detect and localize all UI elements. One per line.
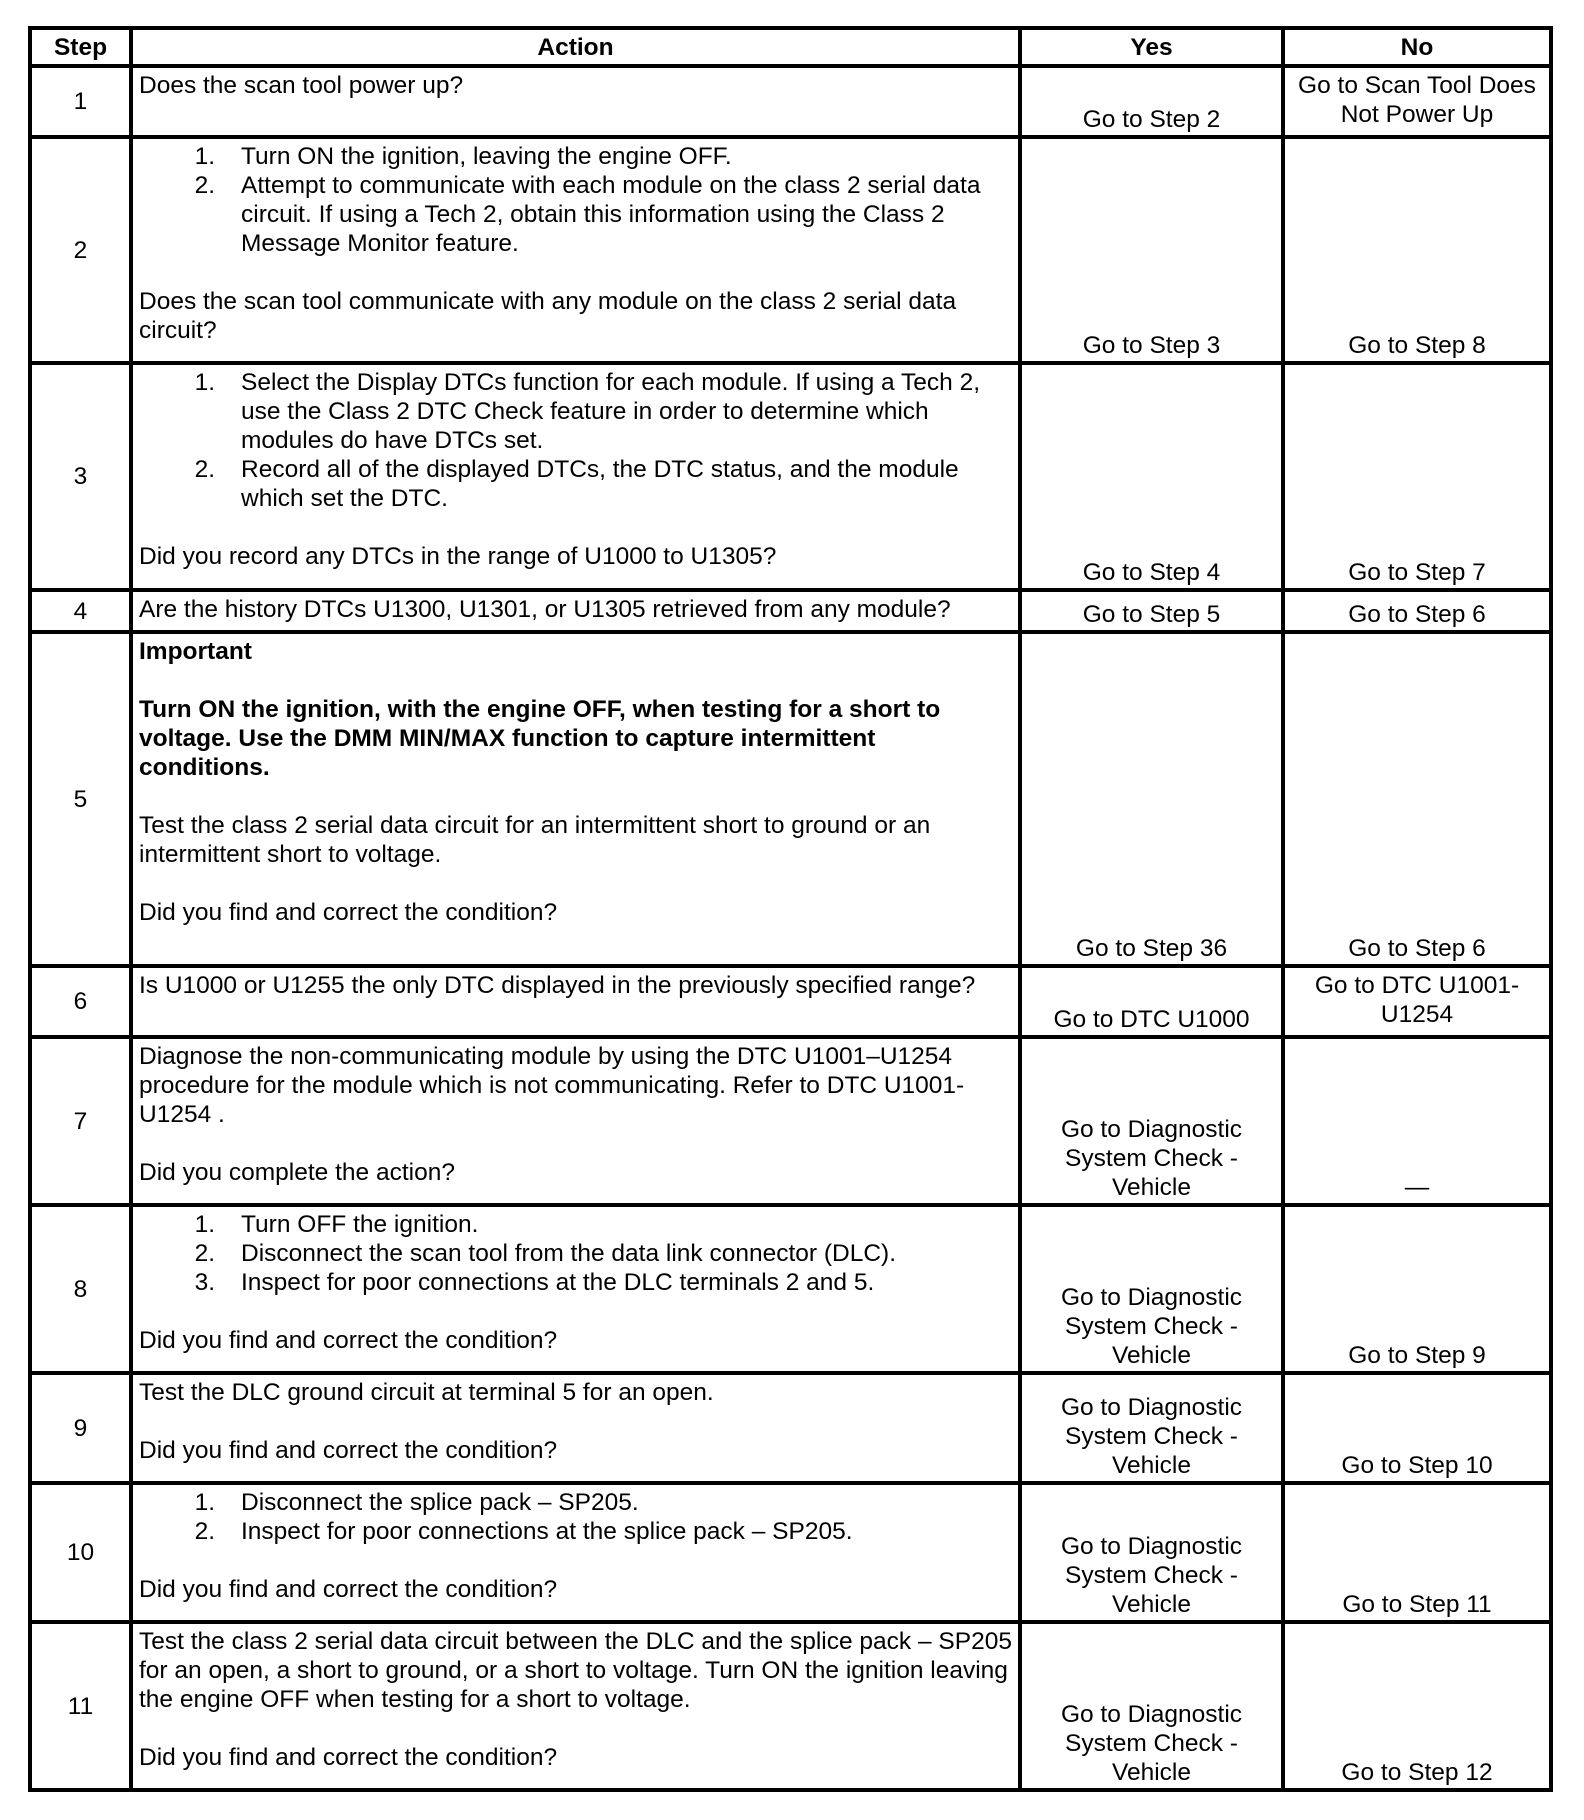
diagnostic-table: [28, 26, 1553, 1792]
table-row: [30, 632, 1551, 966]
yes-cell: Go to Diagnostic System Check - Vehicle: [1020, 1483, 1283, 1622]
table-row: [30, 1622, 1551, 1790]
table-row: [30, 966, 1551, 1037]
action-question: Did you find and correct the condition?: [139, 1327, 558, 1354]
yes-cell: Go to Diagnostic System Check - Vehicle: [1020, 1037, 1283, 1205]
action-body: Test the class 2 serial data circuit for an intermittent short to ground or an intermittent short to voltage.: [139, 812, 931, 868]
yes-cell: Go to Diagnostic System Check - Vehicle: [1020, 1373, 1283, 1483]
no-cell: Go to Step 9: [1283, 1205, 1551, 1373]
list-item: 1. Turn OFF the ignition.: [194, 1211, 479, 1238]
no-cell: Go to Step 6: [1283, 590, 1551, 632]
important-title: Important: [139, 638, 252, 665]
header-yes: Yes: [1020, 28, 1283, 66]
list-item: 3. Inspect for poor connections at the DLC terminals 2 and 5.: [194, 1269, 875, 1296]
action-cell: [131, 363, 1020, 590]
step-number: 11: [30, 1622, 131, 1790]
action-steps-list: [139, 368, 1012, 513]
action-steps-list: [139, 1210, 1012, 1297]
action-cell: [131, 1037, 1020, 1205]
header-step: Step: [30, 28, 131, 66]
header-row: [30, 28, 1551, 66]
list-item: 2. Disconnect the scan tool from the data link connector (DLC).: [194, 1240, 897, 1267]
action-question: Did you find and correct the condition?: [139, 1576, 558, 1603]
header-action: Action: [131, 28, 1020, 66]
action-body: Test the class 2 serial data circuit between the DLC and the splice pack – SP205 for an open, a short to ground, or a short to voltage. Turn ON the ignition leaving the engine OFF when testing for a short to voltage.: [139, 1628, 1012, 1713]
list-item: 1. Select the Display DTCs function for each module. If using a Tech 2, use the Class 2 DTC Check feature in order to determine which modules do have DTCs set.: [194, 369, 981, 454]
action-body: Diagnose the non-communicating module by using the DTC U1001–U1254 procedure for the module which is not communicating. Refer to DTC U1001-U1254 .: [139, 1043, 965, 1128]
list-item: 1. Disconnect the splice pack – SP205.: [194, 1489, 639, 1516]
yes-cell: Go to Diagnostic System Check - Vehicle: [1020, 1205, 1283, 1373]
important-text: Turn ON the ignition, with the engine OFF, when testing for a short to voltage. Use the DMM MIN/MAX function to capture intermittent conditions.: [139, 696, 941, 781]
action-question: Are the history DTCs U1300, U1301, or U1305 retrieved from any module?: [139, 596, 951, 623]
action-steps-list: [139, 142, 1012, 258]
action-cell: [131, 1205, 1020, 1373]
no-cell: Go to Step 12: [1283, 1622, 1551, 1790]
no-cell: Go to Step 7: [1283, 363, 1551, 590]
list-item: 1. Turn ON the ignition, leaving the engine OFF.: [194, 143, 732, 170]
yes-cell: Go to Diagnostic System Check - Vehicle: [1020, 1622, 1283, 1790]
no-cell: Go to Step 11: [1283, 1483, 1551, 1622]
table-row: [30, 1373, 1551, 1483]
step-number: 7: [30, 1037, 131, 1205]
action-question: Did you record any DTCs in the range of U1000 to U1305?: [139, 543, 777, 570]
action-cell: [131, 1483, 1020, 1622]
yes-cell: Go to Step 5: [1020, 590, 1283, 632]
list-item: 2. Attempt to communicate with each module on the class 2 serial data circuit. If using a Tech 2, obtain this information using the Class 2 Message Monitor feature.: [194, 172, 981, 257]
yes-cell: Go to Step 36: [1020, 632, 1283, 966]
no-cell: Go to Step 6: [1283, 632, 1551, 966]
action-body: Test the DLC ground circuit at terminal 5 for an open.: [139, 1379, 714, 1406]
action-cell: [131, 1373, 1020, 1483]
yes-cell: Go to Step 2: [1020, 66, 1283, 137]
no-cell: Go to Scan Tool Does Not Power Up: [1283, 66, 1551, 137]
action-cell: [131, 632, 1020, 966]
action-cell: [131, 1622, 1020, 1790]
step-number: 8: [30, 1205, 131, 1373]
table-row: [30, 137, 1551, 363]
table-row: [30, 66, 1551, 137]
step-number: 9: [30, 1373, 131, 1483]
action-question: Does the scan tool power up?: [139, 72, 464, 99]
yes-cell: Go to Step 3: [1020, 137, 1283, 363]
action-question: Did you find and correct the condition?: [139, 1437, 558, 1464]
action-cell: [131, 966, 1020, 1037]
table-row: [30, 1483, 1551, 1622]
header-no: No: [1283, 28, 1551, 66]
no-cell: Go to Step 8: [1283, 137, 1551, 363]
step-number: 6: [30, 966, 131, 1037]
dash-mark: —: [1404, 1174, 1430, 1201]
table-row: [30, 590, 1551, 632]
action-cell: [131, 590, 1020, 632]
list-item: 2. Inspect for poor connections at the splice pack – SP205.: [194, 1518, 853, 1545]
action-question: Does the scan tool communicate with any module on the class 2 serial data circuit?: [139, 288, 957, 344]
no-cell: Go to Step 10: [1283, 1373, 1551, 1483]
step-number: 10: [30, 1483, 131, 1622]
no-cell: [1283, 1037, 1551, 1205]
action-cell: [131, 137, 1020, 363]
step-number: 1: [30, 66, 131, 137]
step-number: 5: [30, 632, 131, 966]
yes-cell: Go to Step 4: [1020, 363, 1283, 590]
step-number: 2: [30, 137, 131, 363]
no-cell: Go to DTC U1001-U1254: [1283, 966, 1551, 1037]
table-row: [30, 363, 1551, 590]
yes-cell: Go to DTC U1000: [1020, 966, 1283, 1037]
table-row: [30, 1037, 1551, 1205]
action-steps-list: [139, 1488, 1012, 1546]
list-item: 2. Record all of the displayed DTCs, the DTC status, and the module which set the DTC.: [194, 456, 959, 512]
action-question: Did you find and correct the condition?: [139, 899, 558, 926]
action-question: Is U1000 or U1255 the only DTC displayed in the previously specified range?: [139, 972, 976, 999]
action-cell: [131, 66, 1020, 137]
table-row: [30, 1205, 1551, 1373]
action-question: Did you complete the action?: [139, 1159, 455, 1186]
action-question: Did you find and correct the condition?: [139, 1744, 558, 1771]
step-number: 4: [30, 590, 131, 632]
step-number: 3: [30, 363, 131, 590]
